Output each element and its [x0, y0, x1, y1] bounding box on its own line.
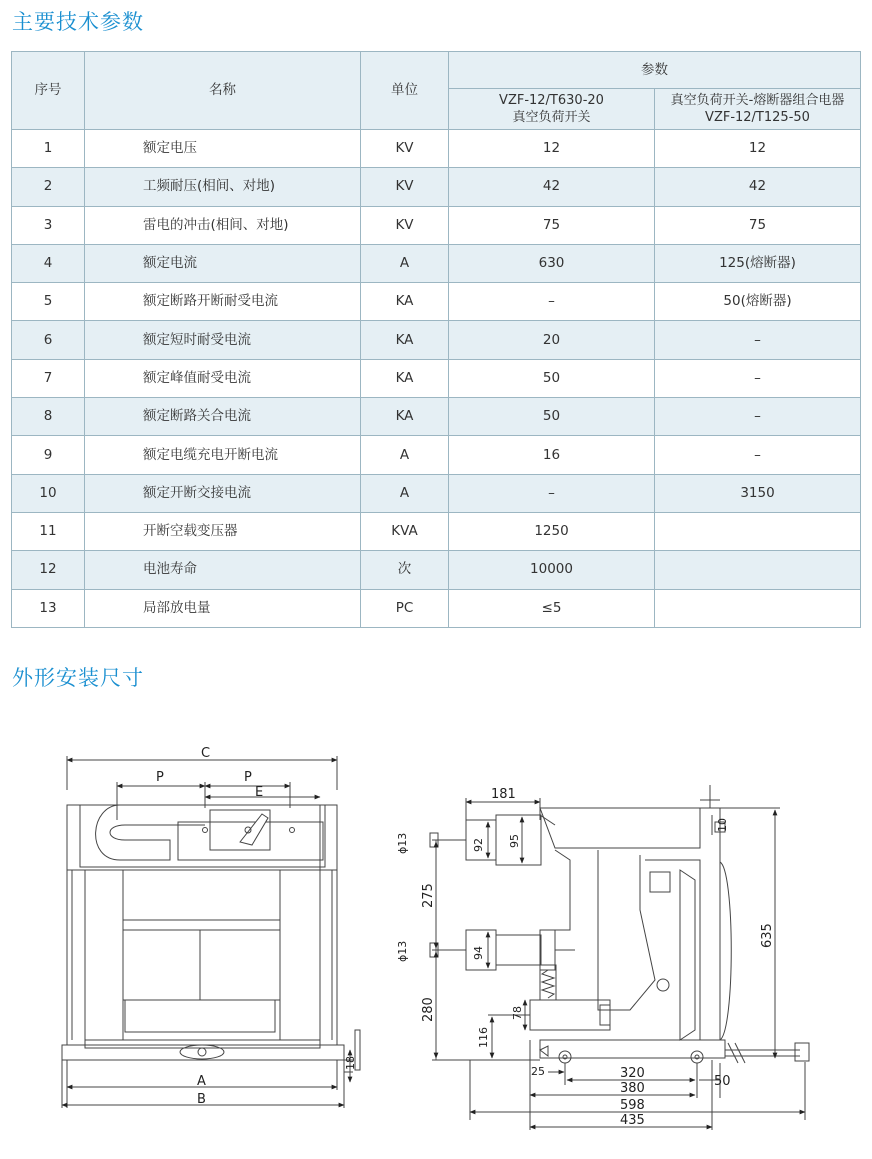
dim-phi13-mid: ϕ13: [396, 940, 409, 962]
dim-95: 95: [508, 834, 521, 848]
header-col1-line2: 真空负荷开关: [512, 110, 591, 125]
cell-unit: KVA: [361, 512, 449, 550]
cell-name: 额定断路关合电流: [85, 398, 361, 436]
cell-name: 工频耐压(相间、对地): [85, 168, 361, 206]
cell-no: 10: [12, 474, 85, 512]
cell-value-2: –: [655, 398, 861, 436]
cell-value-1: 16: [449, 436, 655, 474]
table-row: [12, 206, 861, 244]
cell-unit: A: [361, 244, 449, 282]
cell-value-1: ≤5: [449, 589, 655, 627]
dim-116: 116: [477, 1027, 490, 1048]
cell-no: 12: [12, 551, 85, 589]
cell-value-2: [655, 512, 861, 550]
cell-value-1: –: [449, 474, 655, 512]
cell-value-1: 50: [449, 398, 655, 436]
dim-10: 10: [716, 818, 729, 832]
cell-value-1: 1250: [449, 512, 655, 550]
cell-value-1: 12: [449, 130, 655, 168]
dim-78: 78: [511, 1006, 524, 1020]
cell-value-2: 50(熔断器): [655, 283, 861, 321]
section-title-dimensions: 外形安装尺寸: [12, 666, 144, 690]
dim-280: 280: [421, 997, 436, 1022]
table-row: [12, 589, 861, 627]
dim-25: 25: [531, 1065, 545, 1078]
label-p-left: P: [156, 770, 164, 785]
table-row: [12, 168, 861, 206]
cell-unit: KA: [361, 321, 449, 359]
cell-no: 11: [12, 512, 85, 550]
dim-598: 598: [620, 1098, 645, 1113]
cell-unit: KA: [361, 359, 449, 397]
cell-no: 13: [12, 589, 85, 627]
cell-value-2: 3150: [655, 474, 861, 512]
table-row: [12, 436, 861, 474]
cell-name: 额定开断交接电流: [85, 474, 361, 512]
dimension-drawing: [0, 740, 872, 1159]
cell-no: 8: [12, 398, 85, 436]
dim-18: 18: [344, 1056, 357, 1070]
header-name: 名称: [85, 52, 361, 130]
dim-320: 320: [620, 1066, 645, 1081]
header-col2-line2: VZF-12/T125-50: [705, 110, 810, 125]
cell-value-2: –: [655, 436, 861, 474]
cell-name: 额定电流: [85, 244, 361, 282]
cell-value-2: 12: [655, 130, 861, 168]
dim-50: 50: [714, 1074, 731, 1089]
cell-no: 5: [12, 283, 85, 321]
table-row: [12, 512, 861, 550]
spec-table: [11, 51, 861, 628]
cell-no: 2: [12, 168, 85, 206]
dim-181: 181: [491, 787, 516, 802]
cell-no: 1: [12, 130, 85, 168]
label-a: A: [197, 1074, 206, 1089]
cell-value-2: –: [655, 359, 861, 397]
front-view: [62, 756, 360, 1108]
cell-name: 额定断路开断耐受电流: [85, 283, 361, 321]
cell-no: 6: [12, 321, 85, 359]
dim-phi13-top: ϕ13: [396, 832, 409, 854]
cell-name: 额定短时耐受电流: [85, 321, 361, 359]
cell-value-2: [655, 551, 861, 589]
label-p-right: P: [244, 770, 252, 785]
dim-435: 435: [620, 1113, 645, 1128]
cell-value-1: 10000: [449, 551, 655, 589]
header-col1-line1: VZF-12/T630-20: [499, 93, 604, 108]
table-row: [12, 359, 861, 397]
cell-value-1: 20: [449, 321, 655, 359]
table-row: [12, 283, 861, 321]
cell-no: 7: [12, 359, 85, 397]
label-b: B: [197, 1092, 206, 1107]
table-row: [12, 551, 861, 589]
cell-unit: A: [361, 474, 449, 512]
cell-value-1: 42: [449, 168, 655, 206]
cell-value-2: 125(熔断器): [655, 244, 861, 282]
cell-name: 开断空载变压器: [85, 512, 361, 550]
cell-value-1: 75: [449, 206, 655, 244]
cell-name: 电池寿命: [85, 551, 361, 589]
cell-unit: KA: [361, 398, 449, 436]
dim-92: 92: [472, 838, 485, 852]
cell-unit: KA: [361, 283, 449, 321]
table-row: [12, 321, 861, 359]
cell-unit: KV: [361, 206, 449, 244]
cell-value-2: 75: [655, 206, 861, 244]
label-e: E: [255, 785, 264, 800]
header-col2-line1: 真空负荷开关-熔断器组合电器: [670, 93, 845, 108]
dim-635: 635: [760, 923, 775, 948]
cell-unit: A: [361, 436, 449, 474]
cell-no: 3: [12, 206, 85, 244]
cell-name: 额定峰值耐受电流: [85, 359, 361, 397]
cell-value-2: 42: [655, 168, 861, 206]
cell-value-1: 630: [449, 244, 655, 282]
cell-name: 额定电缆充电开断电流: [85, 436, 361, 474]
cell-value-2: –: [655, 321, 861, 359]
table-row: [12, 474, 861, 512]
cell-unit: PC: [361, 589, 449, 627]
table-row: [12, 398, 861, 436]
cell-unit: 次: [361, 551, 449, 589]
dim-94: 94: [472, 946, 485, 960]
header-col1: [449, 89, 655, 130]
cell-value-1: –: [449, 283, 655, 321]
cell-name: 雷电的冲击(相间、对地): [85, 206, 361, 244]
header-col2: [655, 89, 861, 130]
cell-name: 局部放电量: [85, 589, 361, 627]
cell-unit: KV: [361, 130, 449, 168]
header-no: 序号: [12, 52, 85, 130]
table-row: [12, 130, 861, 168]
cell-no: 9: [12, 436, 85, 474]
cell-no: 4: [12, 244, 85, 282]
cell-unit: KV: [361, 168, 449, 206]
header-unit: 单位: [361, 52, 449, 130]
cell-name: 额定电压: [85, 130, 361, 168]
dim-275: 275: [421, 883, 436, 908]
cell-value-1: 50: [449, 359, 655, 397]
cell-value-2: [655, 589, 861, 627]
section-title-specs: 主要技术参数: [12, 10, 144, 34]
header-params: 参数: [449, 52, 861, 89]
dim-380: 380: [620, 1081, 645, 1096]
table-row: [12, 244, 861, 282]
label-c: C: [201, 746, 211, 761]
